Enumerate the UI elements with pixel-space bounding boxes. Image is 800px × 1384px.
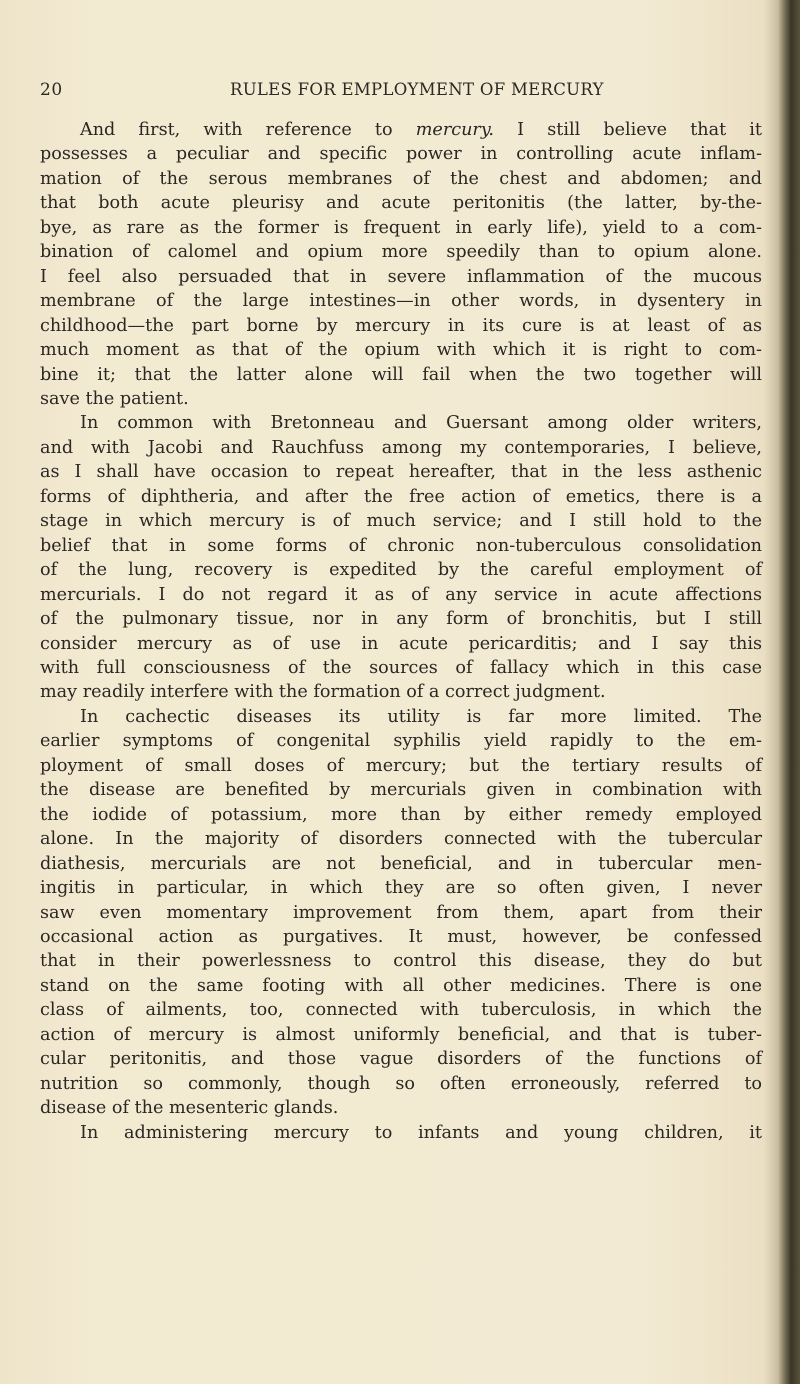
text-line [40,118,762,142]
text-line: with full consciousness of the sources of fallacy which in this case [40,657,762,678]
text-line: possesses a peculiar and specific power in controlling acute inflam- [40,144,762,165]
page-number: 20 [40,80,63,100]
text-line: bye, as rare as the former is frequent in early life), yield to a com- [40,217,762,238]
text-line: saw even momentary improvement from them, apart from their [40,902,762,923]
text-line: bine it; that the latter alone will fail when the two together will [40,364,762,385]
text-line: bination of calomel and opium more speedily than to opium alone. [40,242,762,263]
running-head [40,80,760,106]
text-line: may readily interfere with the formation of a correct judgment. [40,682,606,703]
paragraph-3 [40,705,762,1121]
text-line: ingitis in particular, in which they are so often given, I never [40,878,762,899]
text-line: save the patient. [40,388,189,409]
text-line: ployment of small doses of mercury; but the tertiary results of [40,755,762,776]
paragraph-4 [40,1121,762,1145]
text-line: mation of the serous membranes of the chest and abdomen; and [40,168,762,189]
text-segment: I still believe that it [494,120,762,140]
text-line: the disease are benefited by mercurials given in combination with [40,780,762,801]
text-line: alone. In the majority of disorders connected with the tubercular [40,829,762,850]
text-line: that in their powerlessness to control this disease, they do but [40,951,762,972]
text-line: In cachectic diseases its utility is far more limited. The [80,706,762,727]
text-line: diathesis, mercurials are not beneficial, and in tubercular men- [40,853,762,874]
text-line: and with Jacobi and Rauchfuss among my contemporaries, I believe, [40,437,762,458]
text-line: cular peritonitis, and those vague disorders of the functions of [40,1049,762,1070]
text-line: stand on the same footing with all other medicines. There is one [40,975,762,996]
text-line: disease of the mesenteric glands. [40,1098,339,1119]
binding-shadow [764,0,778,1384]
body-text [40,118,762,1145]
text-line: earlier symptoms of congenital syphilis yield rapidly to the em- [40,731,762,752]
text-line: I feel also persuaded that in severe inflammation of the mucous [40,266,762,287]
text-line: of the lung, recovery is expedited by the careful employment of [40,560,762,581]
text-line: In common with Bretonneau and Guersant among older writers, [80,413,762,434]
paragraph-2 [40,411,762,704]
text-line: forms of diphtheria, and after the free action of emetics, there is a [40,486,762,507]
text-line: belief that in some forms of chronic non-tuberculous consolidation [40,535,762,556]
text-segment: And first, with reference to [80,120,416,140]
text-line: nutrition so commonly, though so often erroneously, referred to [40,1073,762,1094]
text-line: occasional action as purgatives. It must, however, be confessed [40,926,762,947]
text-line: the iodide of potassium, more than by either remedy employed [40,804,762,825]
running-title: RULES FOR EMPLOYMENT OF MERCURY [230,80,604,99]
paragraph-1 [40,118,762,411]
text-line: consider mercury as of use in acute pericarditis; and I say this [40,633,762,654]
text-line: In administering mercury to infants and young children, it [80,1122,762,1143]
text-line: membrane of the large intestines—in other words, in dysentery in [40,291,762,312]
text-line: mercurials. I do not regard it as of any service in acute affections [40,584,762,605]
text-line: action of mercury is almost uniformly beneficial, and that is tuber- [40,1024,762,1045]
text-line: class of ailments, too, connected with tuberculosis, in which the [40,1000,762,1021]
emphasized-term: mercury. [415,120,495,140]
text-line: that both acute pleurisy and acute peritonitis (the latter, by-the- [40,193,762,214]
text-line: stage in which mercury is of much service; and I still hold to the [40,511,762,532]
text-line: as I shall have occasion to repeat hereafter, that in the less asthenic [40,462,762,483]
page-binding-edge [778,0,800,1384]
text-line: much moment as that of the opium with which it is right to com- [40,340,762,361]
text-line: of the pulmonary tissue, nor in any form of bronchitis, but I still [40,609,762,630]
text-line: childhood—the part borne by mercury in its cure is at least of as [40,315,762,336]
